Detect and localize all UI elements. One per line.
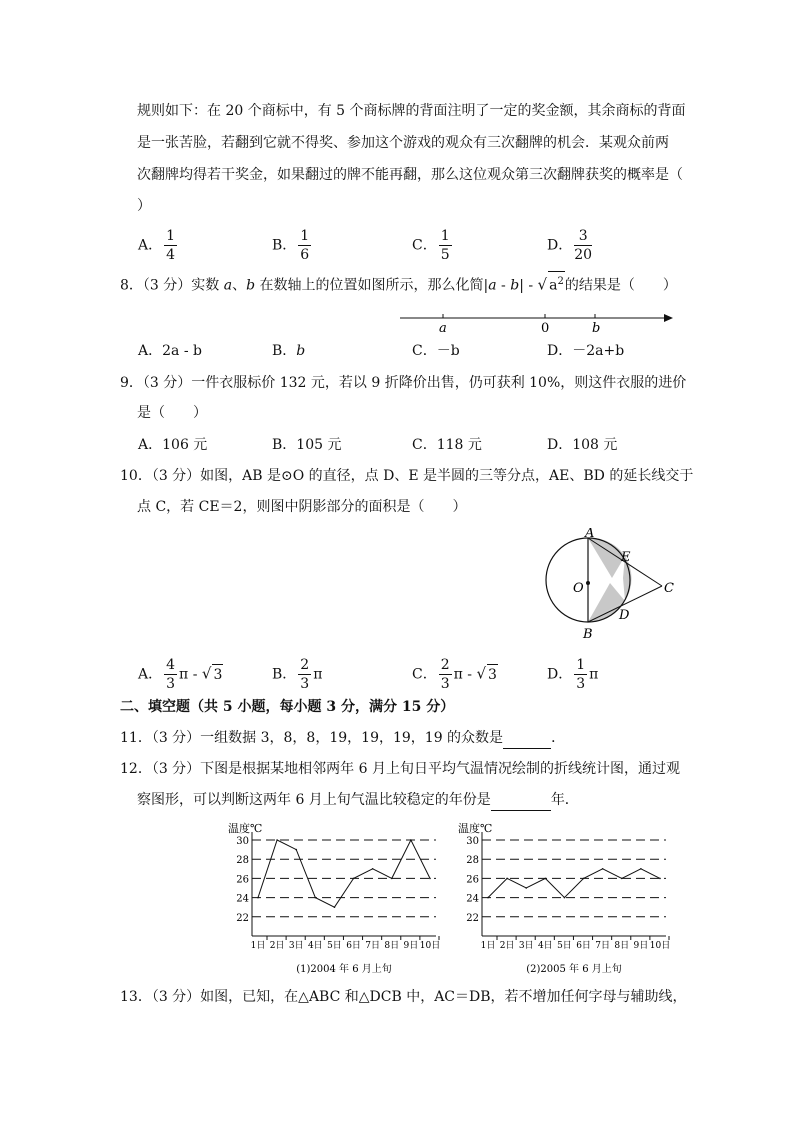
q8-option-a[interactable]: A．2a - b (138, 343, 202, 359)
x-tick-label: 4日 (307, 941, 323, 951)
data-point (295, 849, 297, 851)
q10-line-2: 点 C，若 CE＝2，则图中阴影部分的面积是（ ） (137, 499, 467, 515)
x-tick-label: 4日 (537, 941, 553, 951)
circle-figure (540, 528, 680, 643)
q10-line-1: 10．（3 分）如图，AB 是⊙O 的直径，点 D、E 是半圆的三等分点，AE、BD 的延长线交于 (120, 468, 694, 484)
x-tick-label: 7日 (365, 941, 381, 951)
data-point (545, 878, 547, 880)
data-point (276, 839, 278, 841)
x-tick-label: 6日 (576, 941, 591, 951)
q7-option-c[interactable]: C． $\frac{1}{5}$ (412, 228, 450, 263)
q7-line-1: 规则如下：在 20 个商标中，有 5 个商标牌的背面注明了一定的奖金额，其余商标的背面 (137, 103, 686, 119)
x-tick-label: 2日 (269, 941, 285, 951)
q9-line-2: 是（ ） (137, 405, 207, 421)
y-tick-label: 30 (236, 836, 249, 847)
y-tick-label: 30 (466, 836, 479, 847)
data-point (659, 878, 661, 880)
q7-option-a[interactable]: A． $\frac{1}{4}$ (138, 228, 176, 263)
q9-line-1: 9．（3 分）一件衣服标价 132 元，若以 9 折降价出售，仍可获利 10%，则这件衣服的进价 (120, 375, 687, 391)
x-tick-label: 8日 (614, 941, 630, 951)
label-c: C (664, 581, 674, 596)
x-tick-label: 1日 (480, 941, 496, 951)
label-e: E (621, 550, 631, 565)
data-point (391, 878, 393, 880)
answer-blank[interactable] (491, 790, 551, 811)
q12-line-1: 12．（3 分）下图是根据某地相邻两年 6 月上旬日平均气温情况绘制的折线统计图，通过观 (120, 761, 680, 777)
y-tick-label: 22 (236, 912, 249, 924)
y-tick-label: 22 (466, 912, 479, 924)
y-tick-label: 28 (466, 855, 479, 867)
chart-caption: (1)2004 年 6 月上旬 (296, 964, 392, 975)
q11: 11．（3 分）一组数据 3，8，8，19，19，19，19 的众数是 ． (120, 728, 565, 749)
data-point (487, 897, 489, 899)
section-title: 二、填空题（共 5 小题，每小题 3 分，满分 15 分） (120, 699, 455, 715)
x-tick-label: 9日 (403, 941, 419, 951)
q7-option-b[interactable]: B． $\frac{1}{6}$ (272, 228, 310, 263)
y-tick-label: 26 (466, 874, 479, 886)
data-point (315, 897, 317, 899)
data-point (583, 878, 585, 880)
chart-caption: (2)2005 年 6 月上旬 (526, 964, 622, 975)
fraction: $\frac{1}{4}$ (166, 228, 176, 263)
axis-label-b: b (592, 321, 601, 336)
q8-option-d[interactable]: D．－2a+b (547, 343, 625, 359)
axis-label-0: 0 (541, 321, 550, 336)
q9-option-a[interactable]: A．106 元 (138, 437, 208, 453)
series-line (488, 869, 660, 898)
x-tick-label: 6日 (346, 941, 361, 951)
x-tick-label: 1日 (250, 941, 266, 951)
data-point (410, 839, 412, 841)
x-tick-label: 7日 (595, 941, 611, 951)
y-tick-label: 24 (236, 893, 249, 905)
x-tick-label: 5日 (557, 941, 572, 951)
axis-label-a: a (439, 321, 447, 336)
y-axis-label: 温度℃ (458, 822, 493, 835)
data-point (506, 878, 508, 880)
q13-line-1: 13．（3 分）如图，已知，在△ABC 和△DCB 中，AC＝DB，若不增加任何字母与辅助线， (120, 989, 687, 1005)
temperature-chart-2005 (454, 820, 674, 980)
temperature-chart-2004 (224, 820, 444, 980)
x-tick-label: 2日 (499, 941, 515, 951)
y-tick-label: 24 (466, 893, 479, 905)
x-tick-label: 3日 (518, 941, 534, 951)
x-tick-label: 3日 (288, 941, 304, 951)
q10-option-b[interactable]: B． $\frac{2}{3}$ π (272, 657, 323, 692)
q7-line-2: 是一张苦脸，若翻到它就不得奖、参加这个游戏的观众有三次翻牌的机会．某观众前两 (137, 135, 669, 151)
data-point (372, 868, 374, 870)
q7-line-4: ） (137, 198, 151, 214)
answer-blank[interactable] (503, 728, 551, 749)
y-tick-label: 26 (236, 874, 249, 886)
label-b: B (583, 627, 593, 642)
q10-option-a[interactable]: A． $\frac{4}{3}$ π - √ 3 (138, 657, 223, 692)
fraction: $\frac{3}{20}$ (574, 228, 593, 263)
data-point (257, 897, 259, 899)
x-tick-label: 10日 (649, 941, 671, 951)
q10-option-c[interactable]: C． $\frac{2}{3}$ π - √ 3 (412, 657, 497, 692)
label-o: O (573, 581, 584, 596)
x-tick-label: 5日 (327, 941, 342, 951)
q7-option-d[interactable]: D． $\frac{3}{20}$ (547, 228, 593, 263)
number-line (395, 306, 680, 336)
data-point (564, 897, 566, 899)
y-tick-label: 28 (236, 855, 249, 867)
fraction: $\frac{1}{6}$ (300, 228, 310, 263)
q10-option-d[interactable]: D． $\frac{1}{3}$ π (547, 657, 599, 692)
q8-option-b[interactable]: B．b (272, 343, 306, 359)
q9-option-b[interactable]: B．105 元 (272, 437, 342, 453)
data-point (602, 868, 604, 870)
x-tick-label: 9日 (633, 941, 649, 951)
q9-option-c[interactable]: C．118 元 (412, 437, 482, 453)
data-point (525, 887, 527, 889)
x-tick-label: 8日 (384, 941, 400, 951)
data-point (429, 878, 431, 880)
y-axis-label: 温度℃ (228, 822, 263, 835)
q7-line-3: 次翻牌均得若干奖金，如果翻过的牌不能再翻，那么这位观众第三次翻牌获奖的概率是（ (137, 167, 683, 183)
label-a: A (585, 528, 595, 541)
data-point (621, 878, 623, 880)
q8-stem: 8．（3 分）实数 a、b 在数轴上的位置如图所示，那么化简|a - b| - √ $a^2$的结果是（ ） (120, 271, 677, 296)
data-point (640, 868, 642, 870)
q9-option-d[interactable]: D．108 元 (547, 437, 618, 453)
data-point (334, 906, 336, 908)
label-d: D (619, 608, 630, 623)
q8-option-c[interactable]: C．－b (412, 343, 460, 359)
q12-line-2: 察图形，可以判断这两年 6 月上旬气温比较稳定的年份是 年． (137, 790, 579, 811)
x-tick-label: 10日 (419, 941, 441, 951)
data-point (353, 878, 355, 880)
fraction: $\frac{1}{5}$ (440, 228, 450, 263)
